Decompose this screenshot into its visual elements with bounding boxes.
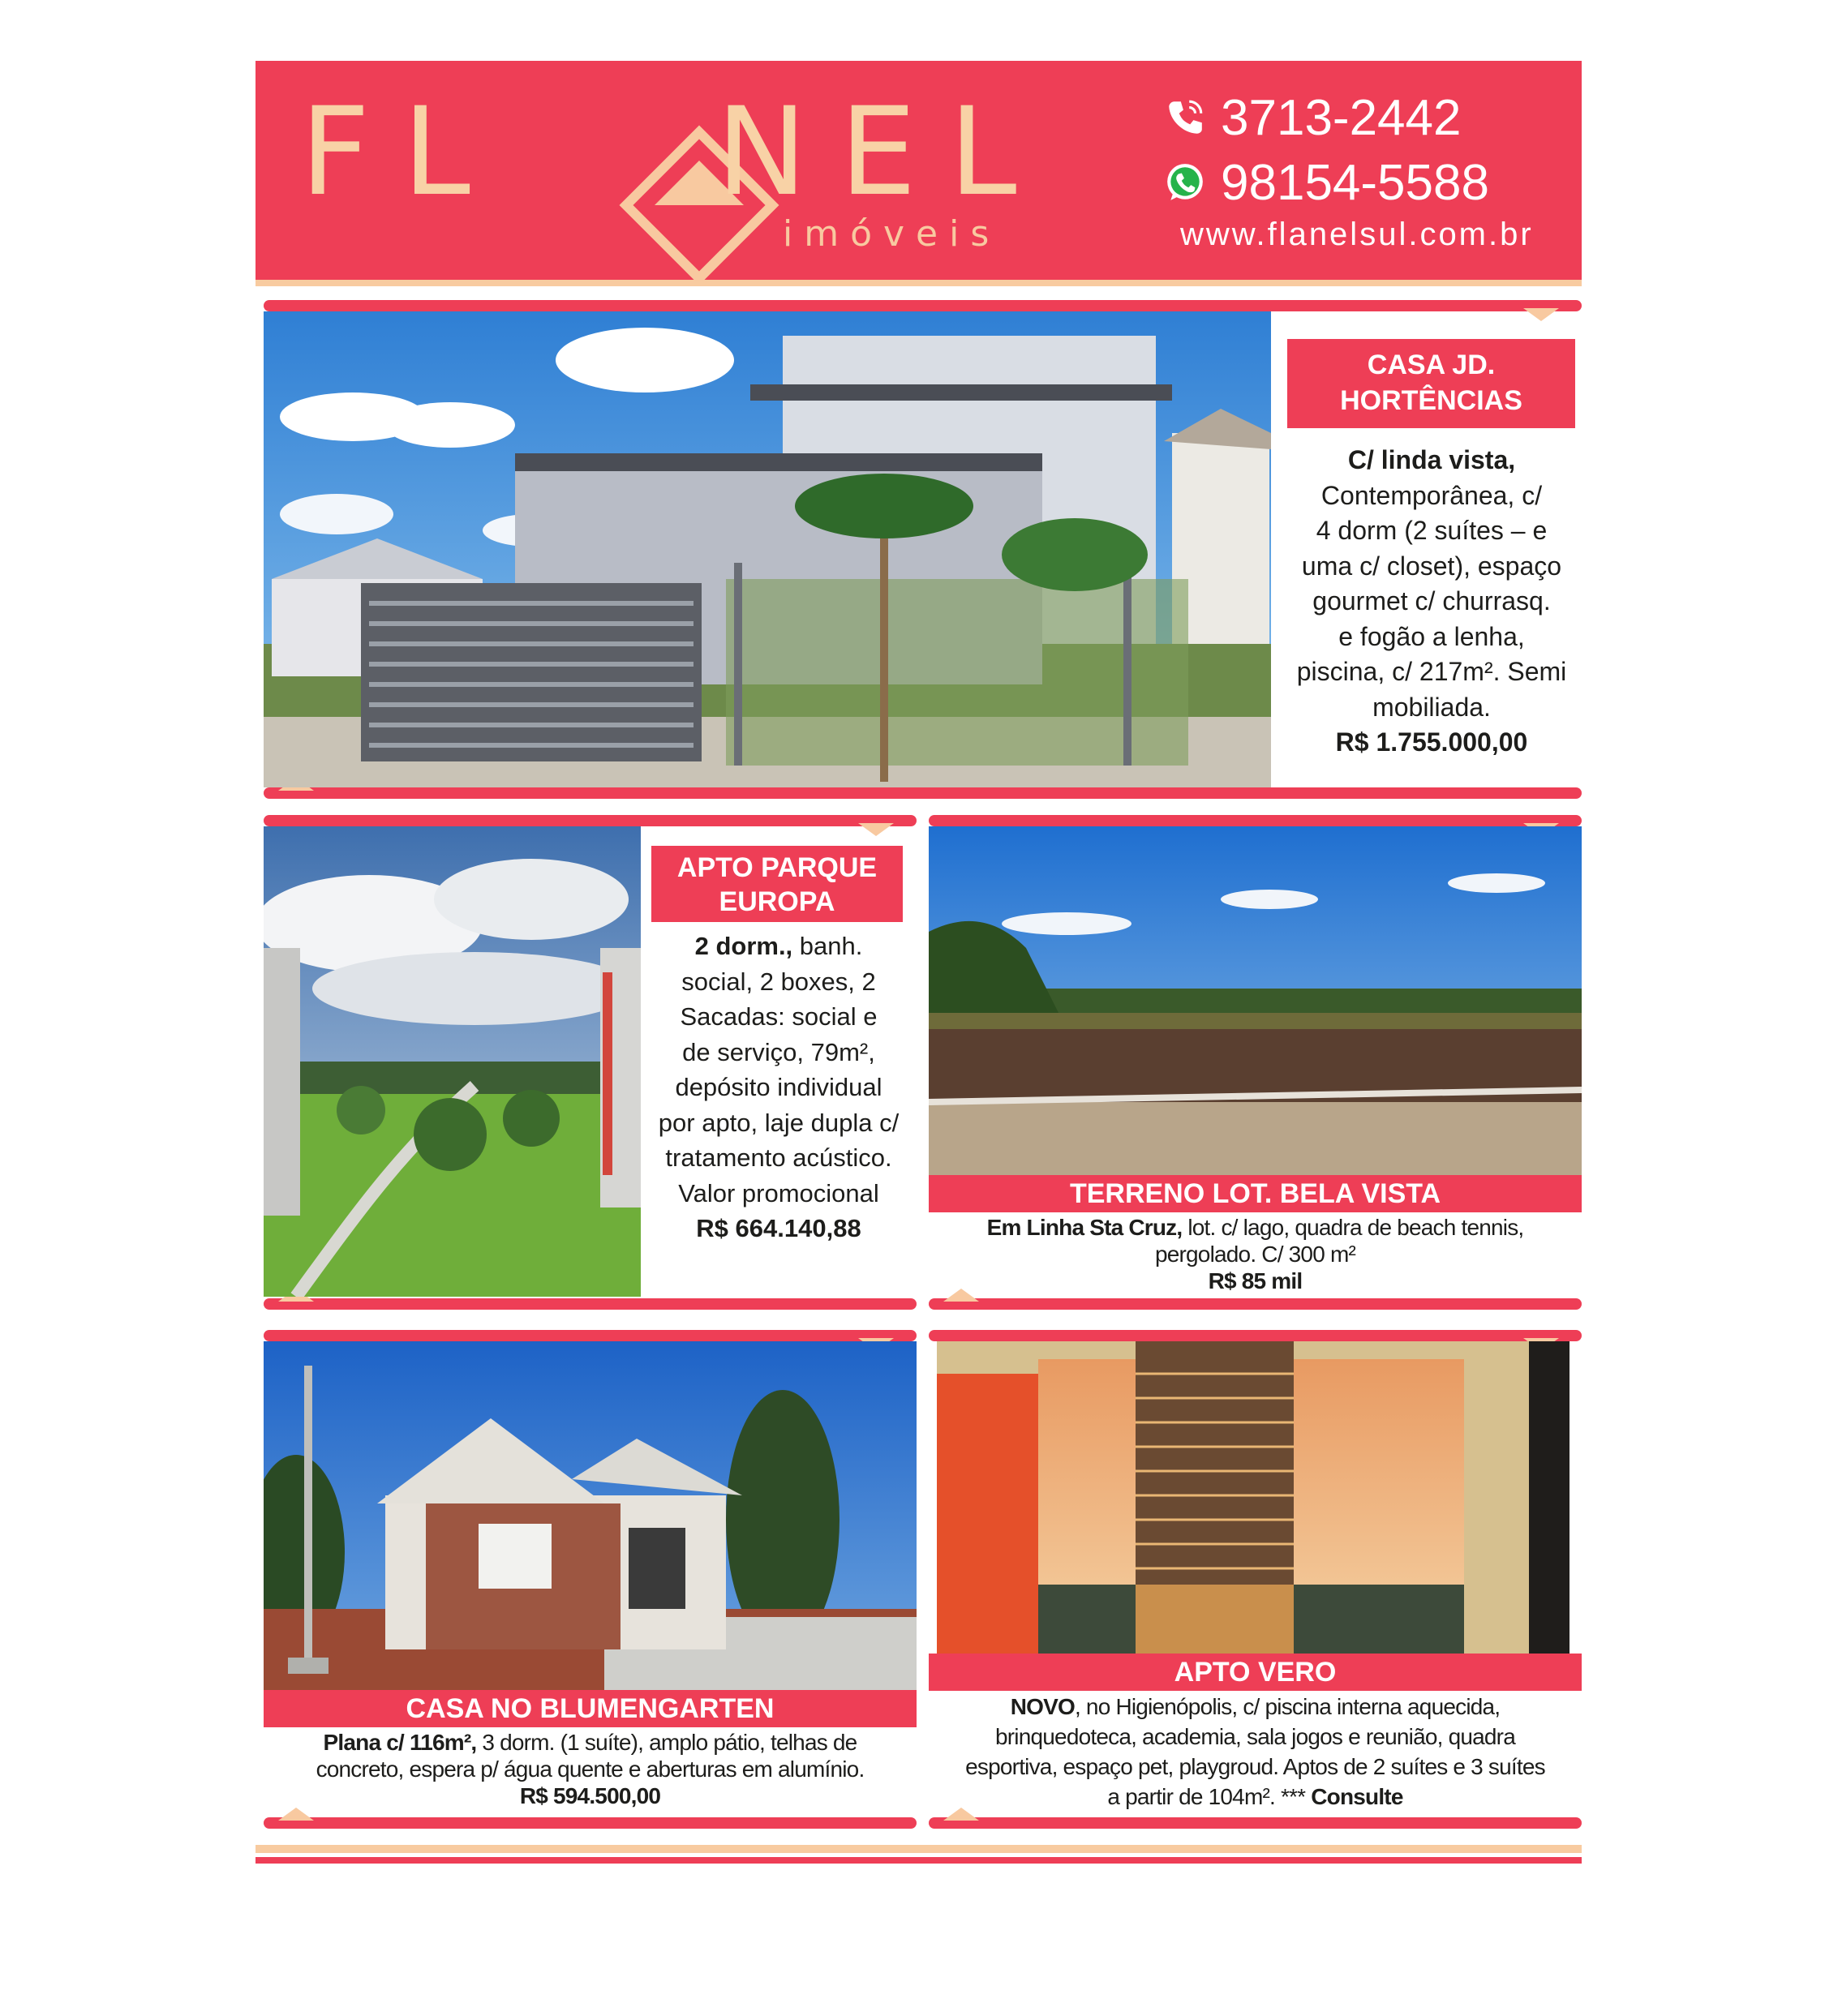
description-text: a partir de 104m². *** <box>1107 1784 1312 1809</box>
listing-title: CASA NO BLUMENGARTEN <box>264 1690 917 1727</box>
header-stripe <box>256 280 1582 286</box>
description-line: pergolado. C/ 300 m² <box>1154 1242 1356 1267</box>
listing-price: R$ 594.500,00 <box>519 1783 661 1808</box>
listing-description <box>929 1214 1582 1294</box>
listing-card-casa-hortencias[interactable] <box>264 300 1582 799</box>
description-line: depósito individual <box>675 1073 882 1101</box>
footer-stripe-peach <box>256 1845 1582 1853</box>
title-line: HORTÊNCIAS <box>1340 385 1522 416</box>
card-bottom-bar <box>929 1298 1582 1310</box>
description-line: de serviço, 79m², <box>682 1037 875 1066</box>
description-line: mobiliada. <box>1372 692 1491 722</box>
description-lead: 2 dorm., <box>694 932 793 960</box>
listing-title: APTO VERO <box>929 1654 1582 1691</box>
description-line: Contemporânea, c/ <box>1320 480 1543 510</box>
corner-triangle-icon <box>1523 308 1559 321</box>
description-lead: Plana c/ 116m², <box>323 1730 477 1755</box>
description-emphasis: Consulte <box>1311 1784 1403 1809</box>
description-text: banh. <box>792 932 863 960</box>
listing-card-apto-vero[interactable] <box>929 1330 1582 1829</box>
card-top-bar <box>264 300 1582 311</box>
listing-description <box>264 1729 917 1809</box>
card-top-bar <box>264 815 917 826</box>
description-text: , no Higienópolis, c/ piscina interna aquecida, <box>1074 1694 1501 1719</box>
description-text: lot. c/ lago, quadra de beach tennis, <box>1182 1215 1524 1240</box>
card-top-bar <box>264 1330 917 1341</box>
listing-description <box>929 1692 1582 1812</box>
corner-triangle-icon <box>858 823 894 836</box>
title-line: CASA JD. <box>1367 350 1496 380</box>
listing-title <box>1287 339 1575 428</box>
description-line: gourmet c/ churrasq. <box>1312 586 1551 616</box>
house-photo <box>264 311 1271 787</box>
park-photo <box>264 826 641 1297</box>
description-text: 3 dorm. (1 suíte), amplo pátio, telhas de <box>476 1730 857 1755</box>
description-line: piscina, c/ 217m². Semi <box>1296 657 1567 686</box>
land-photo <box>929 826 1582 1175</box>
corner-triangle-icon <box>278 1808 314 1821</box>
card-bottom-bar <box>264 1817 917 1829</box>
logo-word: FL NEL <box>300 82 1050 223</box>
description-line: 4 dorm (2 suítes – e <box>1316 516 1548 545</box>
phone-icon <box>1164 97 1206 139</box>
whatsapp-line[interactable] <box>1164 150 1570 215</box>
contact-block <box>1164 85 1570 253</box>
listing-description <box>1278 443 1586 761</box>
house-photo <box>264 1341 917 1690</box>
listing-description <box>641 929 917 1246</box>
real-estate-ad <box>256 61 1582 1861</box>
listing-card-terreno-bela-vista[interactable] <box>929 815 1582 1310</box>
description-lead: NOVO <box>1010 1694 1075 1719</box>
description-line: tratamento acústico. <box>665 1143 892 1172</box>
listing-title <box>651 846 903 922</box>
flanel-logo <box>300 82 1111 255</box>
header-banner <box>256 61 1582 280</box>
card-bottom-bar <box>929 1817 1582 1829</box>
description-line: por apto, laje dupla c/ <box>658 1108 900 1137</box>
listing-price: R$ 664.140,88 <box>696 1214 861 1242</box>
listing-card-casa-blumengarten[interactable] <box>264 1330 917 1829</box>
title-line: APTO PARQUE <box>676 852 878 883</box>
description-line: concreto, espera p/ água quente e aberturas em alumínio. <box>316 1756 865 1782</box>
listing-card-apto-parque-europa[interactable] <box>264 815 917 1310</box>
listing-price: R$ 1.755.000,00 <box>1335 727 1528 757</box>
listing-title: TERRENO LOT. BELA VISTA <box>929 1175 1582 1212</box>
description-lead: C/ linda vista, <box>1347 445 1516 474</box>
card-bottom-bar <box>264 787 1582 799</box>
description-line: e fogão a lenha, <box>1338 621 1525 651</box>
description-line: social, 2 boxes, 2 <box>681 967 876 996</box>
description-line: brinquedoteca, academia, sala jogos e reunião, quadra <box>995 1724 1515 1749</box>
card-bottom-bar <box>264 1298 917 1310</box>
listing-price: R$ 85 mil <box>1208 1268 1303 1293</box>
logo-tagline: imóveis <box>783 213 1001 255</box>
footer-stripe-red <box>256 1857 1582 1864</box>
card-top-bar <box>929 1330 1582 1341</box>
title-line: EUROPA <box>719 886 835 917</box>
phone-number: 3713-2442 <box>1221 89 1462 146</box>
whatsapp-number: 98154-5588 <box>1221 154 1489 211</box>
description-line: esportiva, espaço pet, playgroud. Aptos de 2 suítes e 3 suítes <box>965 1754 1545 1779</box>
description-line: Valor promocional <box>678 1178 879 1207</box>
description-line: uma c/ closet), espaço <box>1301 551 1562 581</box>
description-lead: Em Linha Sta Cruz, <box>986 1215 1183 1240</box>
phone-line[interactable] <box>1164 85 1570 150</box>
description-line: Sacadas: social e <box>680 1002 878 1031</box>
website-link[interactable]: www.flanelsul.com.br <box>1180 217 1534 252</box>
building-render-photo <box>937 1341 1570 1654</box>
whatsapp-icon <box>1164 161 1206 204</box>
card-top-bar <box>929 815 1582 826</box>
